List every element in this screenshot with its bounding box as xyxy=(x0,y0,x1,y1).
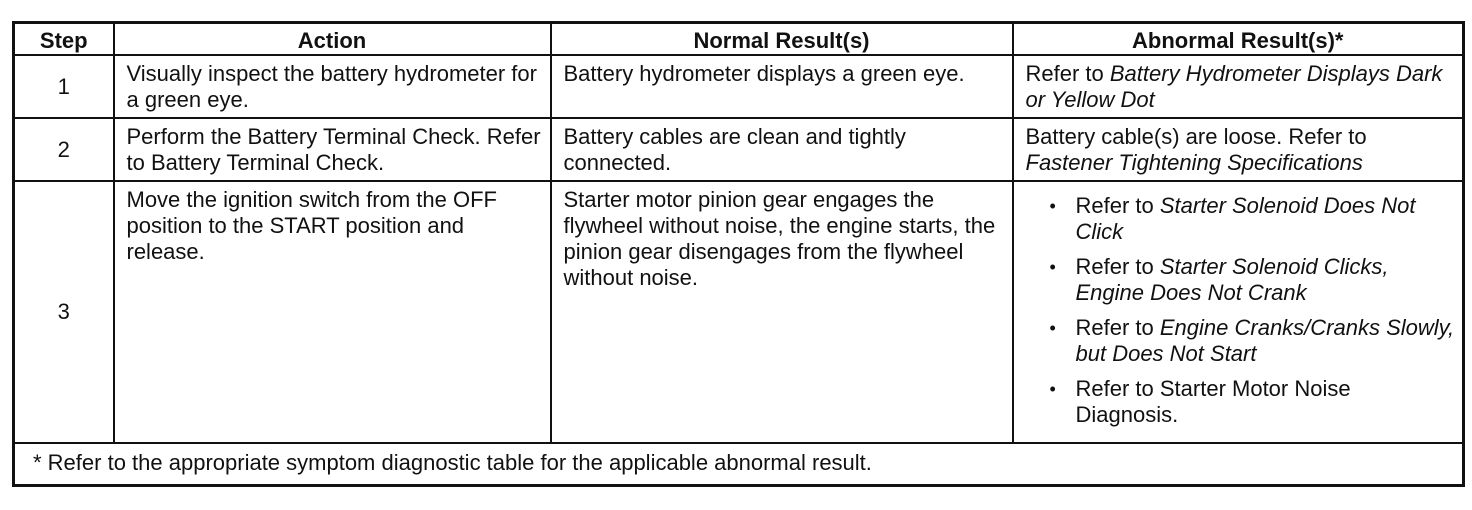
action-text: Visually inspect the battery hydrometer for a green eye. xyxy=(114,55,551,118)
table-row xyxy=(14,55,1464,118)
bullet-icon: • xyxy=(1049,318,1056,338)
abnormal-result-cell xyxy=(1013,181,1464,443)
action-text: Perform the Battery Terminal Check. Refer to Battery Terminal Check. xyxy=(114,118,551,181)
list-item xyxy=(1026,315,1457,367)
normal-result-text: Battery hydrometer displays a green eye. xyxy=(551,55,1013,118)
action-text: Move the ignition switch from the OFF position to the START position and release. xyxy=(114,181,551,443)
diagnostic-table xyxy=(12,21,1465,487)
bullet-icon: • xyxy=(1049,257,1056,277)
header-row xyxy=(14,23,1464,56)
bullet-prefix: Refer to Starter Motor Noise Diagnosis. xyxy=(1075,376,1351,427)
bullet-prefix: Refer to xyxy=(1075,254,1160,279)
abnormal-reference: Fastener Tightening Specifications xyxy=(1025,150,1363,175)
footnote-row xyxy=(14,443,1464,486)
table-row xyxy=(14,181,1464,443)
table-row xyxy=(14,118,1464,181)
footnote: * Refer to the appropriate symptom diagnostic table for the applicable abnormal result. xyxy=(14,443,1464,486)
list-item xyxy=(1026,193,1457,245)
bullet-reference: Starter Solenoid Does Not Click xyxy=(1075,193,1416,244)
header-action: Action xyxy=(114,23,551,56)
bullet-reference: Starter Solenoid Clicks, Engine Does Not Crank xyxy=(1075,254,1389,305)
abnormal-result-cell xyxy=(1013,118,1464,181)
step-number: 1 xyxy=(14,55,114,118)
normal-result-text: Battery cables are clean and tightly connected. xyxy=(551,118,1013,181)
header-normal-results: Normal Result(s) xyxy=(551,23,1013,56)
bullet-prefix: Refer to xyxy=(1075,315,1160,340)
step-number: 3 xyxy=(14,181,114,443)
abnormal-prefix: Refer to xyxy=(1025,61,1110,86)
abnormal-prefix: Battery cable(s) are loose. Refer to xyxy=(1025,124,1367,149)
list-item xyxy=(1026,254,1457,306)
normal-result-text: Starter motor pinion gear engages the flywheel without noise, the engine starts, the pinion gear disengages from the flywheel without noise. xyxy=(551,181,1013,443)
list-item xyxy=(1026,376,1457,428)
abnormal-reference: Battery Hydrometer Displays Dark or Yellow Dot xyxy=(1025,61,1443,112)
bullet-icon: • xyxy=(1049,379,1056,399)
bullet-prefix: Refer to xyxy=(1075,193,1160,218)
step-number: 2 xyxy=(14,118,114,181)
abnormal-bullet-list xyxy=(1026,193,1457,428)
bullet-reference: Engine Cranks/Cranks Slowly, but Does Not Start xyxy=(1075,315,1455,366)
bullet-icon: • xyxy=(1049,196,1056,216)
header-step: Step xyxy=(14,23,114,56)
header-abnormal-results: Abnormal Result(s)* xyxy=(1013,23,1464,56)
abnormal-result-cell xyxy=(1013,55,1464,118)
